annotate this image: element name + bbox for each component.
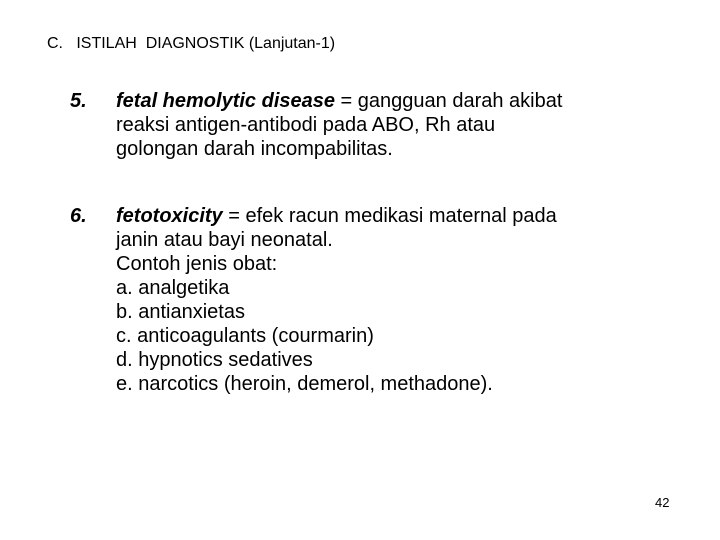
item-line: reaksi antigen-antibodi pada ABO, Rh atau (116, 114, 496, 136)
drug-item-c: c. anticoagulants (courmarin) (116, 325, 374, 347)
item-number: 5. (70, 90, 87, 112)
item-term: fetal hemolytic disease (116, 90, 335, 112)
item-line: golongan darah incompabilitas. (116, 138, 393, 160)
item-term: fetotoxicity (116, 205, 223, 227)
item-number: 6. (70, 205, 87, 227)
item-body (116, 89, 676, 161)
drug-item-d: d. hypnotics sedatives (116, 349, 313, 371)
item-line: janin atau bayi neonatal. (116, 229, 333, 251)
item-first-line (116, 204, 676, 228)
item-definition: = efek racun medikasi maternal pada (222, 205, 557, 227)
page-number: 42 (655, 495, 670, 510)
item-definition: = gangguan darah akibat (334, 90, 563, 112)
drug-item-a: a. analgetika (116, 277, 230, 299)
item-line: Contoh jenis obat: (116, 253, 278, 275)
item-body (116, 204, 676, 396)
item-first-line (116, 89, 676, 113)
drug-item-e: e. narcotics (heroin, demerol, methadone). (116, 373, 493, 395)
slide-title: C. ISTILAH DIAGNOSTIK (Lanjutan-1) (47, 35, 336, 52)
drug-item-b: b. antianxietas (116, 301, 245, 323)
